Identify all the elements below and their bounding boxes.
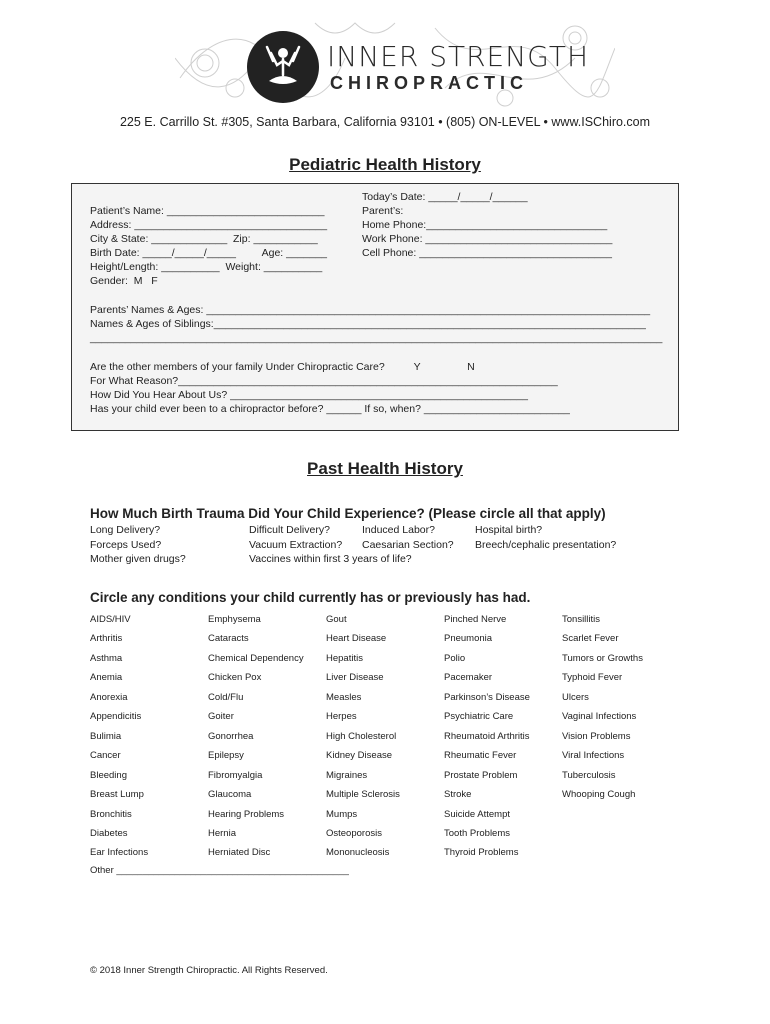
condition-item[interactable]: Tooth Problems <box>444 827 511 839</box>
copyright-footer: © 2018 Inner Strength Chiropractic. All Rights Reserved. <box>90 965 328 976</box>
condition-item[interactable]: Pinched Nerve <box>444 614 507 625</box>
condition-item[interactable]: Cancer <box>90 750 121 762</box>
condition-item[interactable]: Gout <box>326 614 347 625</box>
work-phone-field[interactable]: Work Phone: ________________________________ <box>362 233 613 245</box>
patient-name-field[interactable]: Patient’s Name: ___________________________ <box>90 205 325 217</box>
condition-item[interactable]: Chicken Pox <box>208 672 262 684</box>
condition-item[interactable]: Hearing Problems <box>208 808 285 820</box>
parents-label: Parent’s: <box>362 205 404 217</box>
condition-item[interactable]: Vision Problems <box>562 730 631 742</box>
condition-item[interactable]: Mononucleosis <box>326 847 390 859</box>
condition-item[interactable]: Vaginal Infections <box>562 711 637 723</box>
condition-item[interactable]: Appendicitis <box>90 711 142 723</box>
condition-item[interactable]: Anemia <box>90 672 123 684</box>
home-phone-field[interactable]: Home Phone:_______________________________ <box>362 219 608 231</box>
condition-item[interactable]: Herpes <box>326 711 357 723</box>
condition-item[interactable]: Osteoporosis <box>326 827 382 839</box>
condition-item[interactable]: Pneumonia <box>444 633 493 645</box>
condition-item[interactable]: Emphysema <box>208 614 261 625</box>
condition-item[interactable]: Polio <box>444 652 466 664</box>
brand-subtitle: CHIROPRACTIC <box>330 73 528 93</box>
height-weight-field[interactable]: Height/Length: __________ Weight: __________ <box>90 261 323 273</box>
condition-item[interactable]: Mumps <box>326 808 358 820</box>
condition-item[interactable]: Ear Infections <box>90 847 149 859</box>
other-field[interactable]: Other ____________________________________________ <box>90 865 349 876</box>
been-before-field[interactable]: Has your child ever been to a chiropractor before? ______ If so, when? _________________________ <box>90 403 570 415</box>
condition-item[interactable]: Bulimia <box>90 730 122 742</box>
condition-item[interactable]: Ulcers <box>562 691 589 703</box>
condition-item[interactable]: Viral Infections <box>562 750 625 762</box>
address-field[interactable]: Address: _________________________________ <box>90 219 328 231</box>
trauma-option[interactable]: Vaccines within first 3 years of life? <box>249 553 412 565</box>
todays-date-field[interactable]: Today’s Date: _____/_____/______ <box>362 191 528 203</box>
cell-phone-field[interactable]: Cell Phone: _________________________________ <box>362 247 612 259</box>
trauma-heading: How Much Birth Trauma Did Your Child Experience? (Please circle all that apply) <box>90 506 606 521</box>
condition-item[interactable]: Diabetes <box>90 827 128 839</box>
condition-item[interactable]: Chemical Dependency <box>208 652 304 664</box>
condition-item[interactable]: Hepatitis <box>326 652 363 664</box>
condition-item[interactable]: High Cholesterol <box>326 730 397 742</box>
condition-item[interactable]: Parkinson’s Disease <box>444 691 530 703</box>
condition-item[interactable]: Tumors or Growths <box>562 652 643 664</box>
condition-item[interactable]: Bronchitis <box>90 808 132 820</box>
condition-item[interactable]: AIDS/HIV <box>90 614 131 625</box>
logo-meditation-icon <box>247 31 319 103</box>
condition-item[interactable]: Cold/Flu <box>208 691 244 703</box>
trauma-option[interactable]: Vacuum Extraction? <box>249 539 343 551</box>
trauma-option[interactable]: Caesarian Section? <box>362 539 454 551</box>
condition-item[interactable]: Pacemaker <box>444 672 493 684</box>
clinic-address: 225 E. Carrillo St. #305, Santa Barbara, California 93101 • (805) ON-LEVEL • www.ISChiro.com <box>119 115 651 129</box>
condition-item[interactable]: Typhoid Fever <box>562 672 623 684</box>
condition-item[interactable]: Epilepsy <box>208 750 244 762</box>
condition-item[interactable]: Fibromyalgia <box>208 769 263 781</box>
trauma-option[interactable]: Induced Labor? <box>362 524 435 536</box>
condition-item[interactable]: Glaucoma <box>208 789 252 801</box>
section-title-past-health: Past Health History <box>307 459 463 478</box>
family-care-question[interactable]: Are the other members of your family Under Chiropractic Care? Y N <box>90 361 475 373</box>
siblings-extra-line[interactable]: __________________________________________________________________________________________________ <box>90 332 663 344</box>
condition-item[interactable]: Anorexia <box>90 691 128 703</box>
page-title: Pediatric Health History <box>289 155 481 174</box>
trauma-option[interactable]: Hospital birth? <box>475 524 543 536</box>
condition-item[interactable]: Goiter <box>208 711 234 723</box>
condition-item[interactable]: Migraines <box>326 769 368 781</box>
gender-field[interactable]: Gender: M F <box>90 275 158 287</box>
parents-names-field[interactable]: Parents’ Names & Ages: ____________________________________________________________________________ <box>90 304 651 316</box>
condition-item[interactable]: Cataracts <box>208 633 249 645</box>
condition-item[interactable]: Tuberculosis <box>562 769 616 781</box>
condition-item[interactable]: Asthma <box>90 652 123 664</box>
condition-item[interactable]: Heart Disease <box>326 633 387 645</box>
condition-item[interactable]: Whooping Cough <box>562 789 636 801</box>
trauma-option[interactable]: Forceps Used? <box>90 539 162 551</box>
condition-item[interactable]: Gonorrhea <box>208 730 254 742</box>
condition-item[interactable]: Multiple Sclerosis <box>326 789 400 801</box>
conditions-heading: Circle any conditions your child currently has or previously has had. <box>90 590 531 605</box>
trauma-option[interactable]: Long Delivery? <box>90 524 161 536</box>
siblings-field[interactable]: Names & Ages of Siblings:__________________________________________________________________________ <box>90 318 646 330</box>
condition-item[interactable]: Stroke <box>444 789 472 801</box>
condition-item[interactable]: Tonsillitis <box>562 614 601 625</box>
condition-item[interactable]: Kidney Disease <box>326 750 393 762</box>
condition-item[interactable]: Suicide Attempt <box>444 808 511 820</box>
condition-item[interactable]: Thyroid Problems <box>444 847 519 859</box>
birth-date-field[interactable]: Birth Date: _____/_____/_____ Age: _______ <box>90 247 328 259</box>
hear-about-field[interactable]: How Did You Hear About Us? ___________________________________________________ <box>90 389 528 401</box>
condition-item[interactable]: Measles <box>326 691 362 703</box>
condition-item[interactable]: Arthritis <box>90 633 123 645</box>
trauma-option[interactable]: Difficult Delivery? <box>249 524 330 536</box>
condition-item[interactable]: Liver Disease <box>326 672 384 684</box>
condition-item[interactable]: Herniated Disc <box>208 847 271 859</box>
condition-item[interactable]: Prostate Problem <box>444 769 518 781</box>
city-state-zip-field[interactable]: City & State: _____________ Zip: ___________ <box>90 233 318 245</box>
trauma-option[interactable]: Breech/cephalic presentation? <box>475 539 617 551</box>
brand-name: INNER STRENGTH <box>327 40 590 73</box>
condition-item[interactable]: Hernia <box>208 827 236 839</box>
condition-item[interactable]: Rheumatoid Arthritis <box>444 730 530 742</box>
condition-item[interactable]: Scarlet Fever <box>562 633 619 645</box>
condition-item[interactable]: Breast Lump <box>90 789 144 801</box>
trauma-option[interactable]: Mother given drugs? <box>90 553 186 565</box>
condition-item[interactable]: Psychiatric Care <box>444 711 514 723</box>
reason-field[interactable]: For What Reason?_________________________________________________________________ <box>90 375 558 387</box>
condition-item[interactable]: Rheumatic Fever <box>444 750 517 762</box>
condition-item[interactable]: Bleeding <box>90 769 127 781</box>
